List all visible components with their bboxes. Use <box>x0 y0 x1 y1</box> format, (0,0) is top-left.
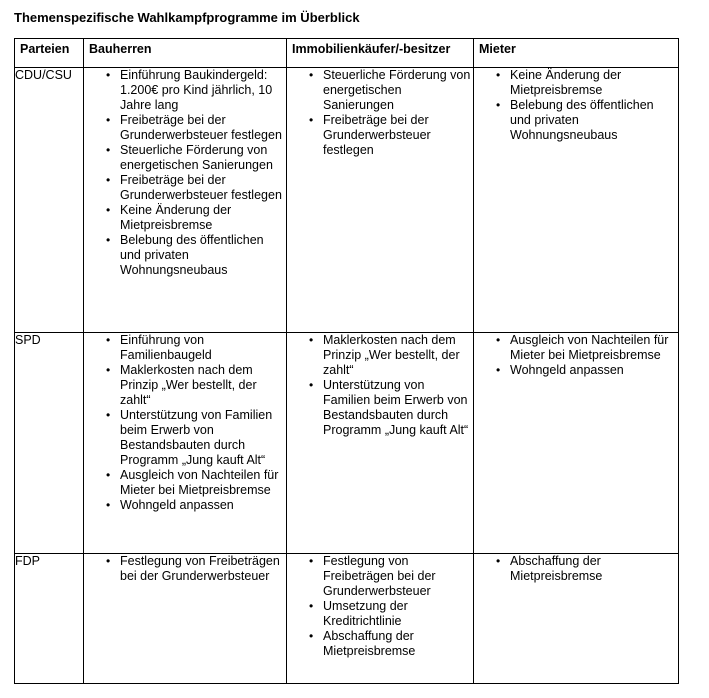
list-item: • Einführung von Familienbaugeld <box>84 333 286 363</box>
list-item: • Festlegung von Freibeträgen bei der Grunderwerbsteuer <box>84 554 286 584</box>
table-row <box>15 333 679 554</box>
party-name-cell: SPD <box>15 333 84 554</box>
list-item: • Wohngeld anpassen <box>474 363 678 378</box>
list-item: • Freibeträge bei der Grunderwerbsteuer festlegen <box>84 173 286 203</box>
immobilien-cell <box>287 333 474 554</box>
list-item: • Wohngeld anpassen <box>84 498 286 513</box>
bauherren-cell <box>84 554 287 684</box>
list-item: • Umsetzung der Kreditrichtlinie <box>287 599 473 629</box>
header-parteien: Parteien <box>15 39 84 68</box>
list-item: • Unterstützung von Familien beim Erwerb von Bestandsbauten durch Programm „Jung kauft Alt“ <box>287 378 473 438</box>
header-mieter: Mieter <box>474 39 679 68</box>
mieter-cell <box>474 68 679 333</box>
list-item: • Ausgleich von Nachteilen für Mieter bei Mietpreisbremse <box>474 333 678 363</box>
party-name-cell: FDP <box>15 554 84 684</box>
list-item: • Steuerliche Förderung von energetischen Sanierungen <box>84 143 286 173</box>
table-body <box>15 68 679 684</box>
list-item: • Freibeträge bei der Grunderwerbsteuer festlegen <box>84 113 286 143</box>
list-item: • Abschaffung der Mietpreisbremse <box>474 554 678 584</box>
immobilien-list <box>287 68 473 158</box>
list-item: • Festlegung von Freibeträgen bei der Grunderwerbsteuer <box>287 554 473 599</box>
list-item: • Steuerliche Förderung von energetischen Sanierungen <box>287 68 473 113</box>
immobilien-list <box>287 554 473 659</box>
bauherren-list <box>84 68 286 278</box>
list-item: • Belebung des öffentlichen und privaten Wohnungsneubaus <box>84 233 286 278</box>
list-item: • Abschaffung der Mietpreisbremse <box>287 629 473 659</box>
bauherren-list <box>84 554 286 584</box>
program-comparison-table <box>14 38 679 684</box>
immobilien-cell <box>287 68 474 333</box>
list-item: • Maklerkosten nach dem Prinzip „Wer bestellt, der zahlt“ <box>84 363 286 408</box>
immobilien-list <box>287 333 473 438</box>
table-row <box>15 68 679 333</box>
mieter-cell <box>474 333 679 554</box>
immobilien-cell <box>287 554 474 684</box>
bauherren-list <box>84 333 286 513</box>
list-item: • Freibeträge bei der Grunderwerbsteuer festlegen <box>287 113 473 158</box>
mieter-list <box>474 333 678 378</box>
mieter-list <box>474 68 678 143</box>
mieter-cell <box>474 554 679 684</box>
header-immobilienkaeufer: Immobilienkäufer/-besitzer <box>287 39 474 68</box>
list-item: • Maklerkosten nach dem Prinzip „Wer bestellt, der zahlt“ <box>287 333 473 378</box>
bauherren-cell <box>84 68 287 333</box>
list-item: • Belebung des öffentlichen und privaten Wohnungsneubaus <box>474 98 678 143</box>
list-item: • Keine Änderung der Mietpreisbremse <box>474 68 678 98</box>
bauherren-cell <box>84 333 287 554</box>
list-item: • Einführung Baukindergeld: 1.200€ pro Kind jährlich, 10 Jahre lang <box>84 68 286 113</box>
table-row <box>15 554 679 684</box>
table-header-row <box>15 39 679 68</box>
document-title: Themenspezifische Wahlkampfprogramme im Überblick <box>14 10 360 25</box>
mieter-list <box>474 554 678 584</box>
list-item: • Keine Änderung der Mietpreisbremse <box>84 203 286 233</box>
header-bauherren: Bauherren <box>84 39 287 68</box>
list-item: • Unterstützung von Familien beim Erwerb von Bestandsbauten durch Programm „Jung kauft Alt“ <box>84 408 286 468</box>
party-name-cell: CDU/CSU <box>15 68 84 333</box>
list-item: • Ausgleich von Nachteilen für Mieter bei Mietpreisbremse <box>84 468 286 498</box>
